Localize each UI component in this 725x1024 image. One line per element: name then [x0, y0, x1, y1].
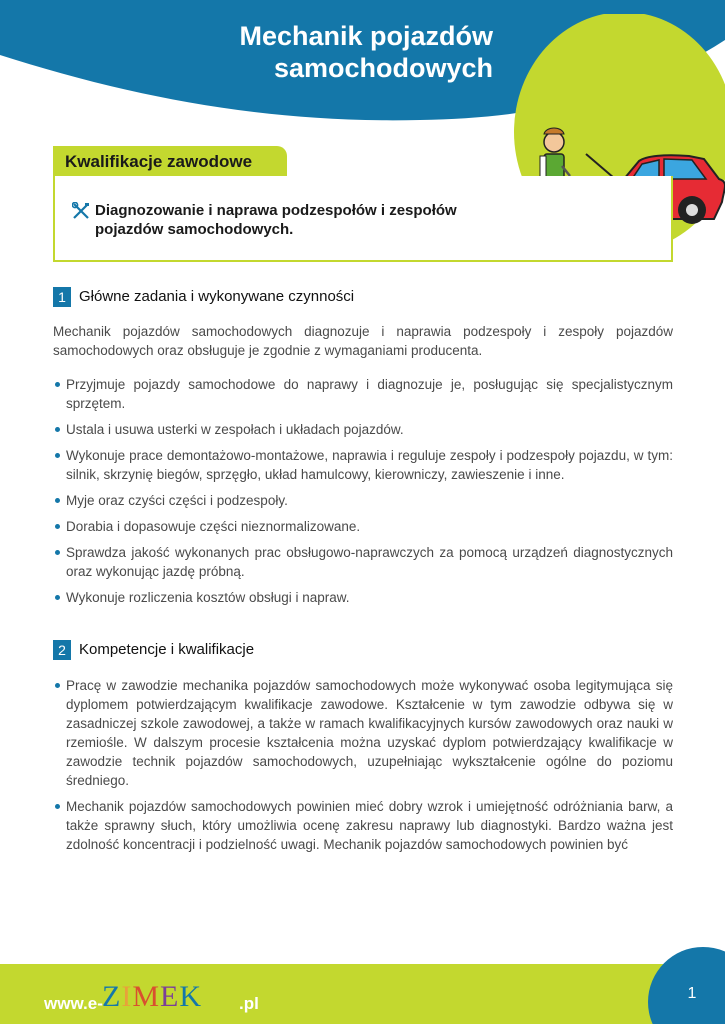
- page-title: Mechanik pojazdów samochodowych: [239, 21, 493, 83]
- section-1-task-list: [53, 375, 673, 614]
- brand-domain-suffix: .pl: [239, 994, 259, 1013]
- section-1-intro: Mechanik pojazdów samochodowych diagnozuje i naprawia podzespoły i zespoły pojazdów samochodowych oraz obsługuje je zgodnie z wymaganiami producenta.: [53, 324, 673, 358]
- list-item: Dorabia i dopasowuje części nieznormalizowane.: [53, 517, 673, 536]
- section-title: Główne zadania i wykonywane czynności: [79, 288, 355, 305]
- qualifications-tab: Kwalifikacje zawodowe: [53, 146, 287, 178]
- list-item: Mechanik pojazdów samochodowych powinien mieć dobry wzrok i umiejętność odróżniania barw, a także sprawny słuch, który umożliwia ocenę zakresu naprawy lub diagnostyki. Bardzo ważna jest zdolność koncentracji i podzielność uwagi. Mechanik pojazdów samochodowych powinien być: [53, 797, 673, 854]
- list-item: Ustala i usuwa usterki w zespołach i układach pojazdów.: [53, 420, 673, 439]
- list-item: Myje oraz czyści części i podzespoły.: [53, 491, 673, 510]
- section-number: 1: [53, 287, 71, 307]
- section-title: Kompetencje i kwalifikacje: [79, 641, 255, 658]
- list-item: Wykonuje rozliczenia kosztów obsługi i napraw.: [53, 588, 673, 607]
- section-2-competence-list: [53, 676, 673, 861]
- wrench-screwdriver-icon: [72, 202, 90, 220]
- list-item: Wykonuje prace demontażowo-montażowe, naprawia i reguluje zespoły i podzespoły pojazdu, w tym: silnik, skrzynię biegów, sprzęgło, układ hamulcowy, kierowniczy, zawieszenie i inne.: [53, 446, 673, 484]
- section-number: 2: [53, 640, 71, 660]
- list-item: Przyjmuje pojazdy samochodowe do naprawy i diagnozuje je, posługując się specjalistycznym sprzętem.: [53, 375, 673, 413]
- list-item: Pracę w zawodzie mechanika pojazdów samochodowych może wykonywać osoba legitymująca się dyplomem potwierdzającym kwalifikacje zawodowe. Kształcenie w tym zawodzie odbywa się w zasadniczej szkole zawodowej, a także w ramach kwalifikacyjnych kursów zawodowych oraz nauki w rzemiośle. W dalszym procesie kształcenia można uzyskać dyplom potwierdzający kwalifikacje w zawodzie technik pojazdów samochodowych, uzupełniając wykształcenie ogólne do poziomu średniego.: [53, 676, 673, 790]
- qualification-text: Diagnozowanie i naprawa podzespołów i zespołów pojazdów samochodowych.: [95, 202, 457, 238]
- page-number: 1: [687, 985, 697, 1002]
- list-item: Sprawdza jakość wykonanych prac obsługowo-naprawczych za pomocą urządzeń diagnostycznych oraz wykonując jazdę próbną.: [53, 543, 673, 581]
- brand-www: www.e-: [44, 994, 103, 1013]
- zimek-logo: ZIMEK: [102, 980, 203, 1013]
